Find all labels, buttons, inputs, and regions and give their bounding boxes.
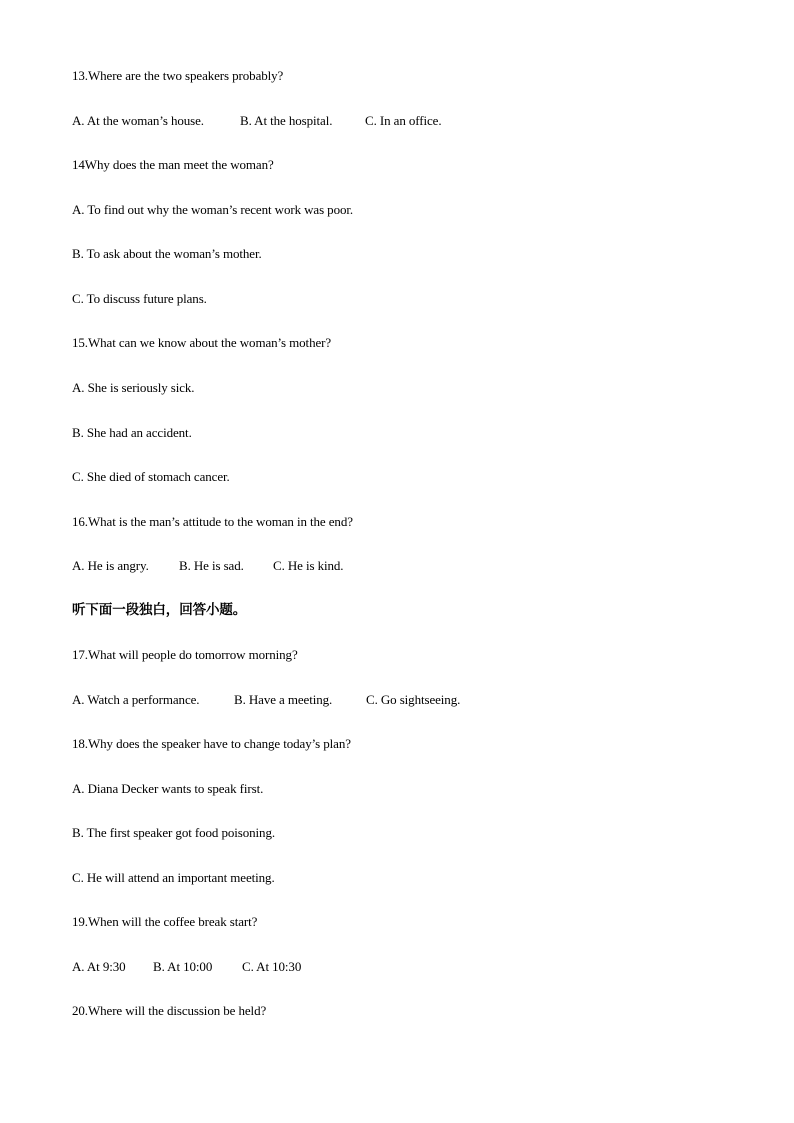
question-13-options xyxy=(72,113,442,129)
question-17-options xyxy=(72,692,461,708)
question-14-option-a: A. To find out why the woman’s recent work was poor. xyxy=(72,202,354,217)
question-16-options xyxy=(72,558,344,574)
question-19-stem: 19.When will the coffee break start? xyxy=(72,914,258,929)
question-13-option-c: C. In an office. xyxy=(365,113,442,128)
question-17-option-a: A. Watch a performance. xyxy=(72,692,200,707)
question-14-option-c: C. To discuss future plans. xyxy=(72,291,207,306)
question-17-option-c: C. Go sightseeing. xyxy=(366,692,461,707)
question-18-option-a: A. Diana Decker wants to speak first. xyxy=(72,781,264,796)
section-heading: 听下面一段独白，回答小题。 xyxy=(72,602,247,618)
question-18-stem: 18.Why does the speaker have to change today’s plan? xyxy=(72,736,351,751)
question-17-stem: 17.What will people do tomorrow morning? xyxy=(72,647,298,662)
question-17-option-b: B. Have a meeting. xyxy=(234,692,333,707)
question-14-stem: 14Why does the man meet the woman? xyxy=(72,157,274,172)
question-15-stem: 15.What can we know about the woman’s mother? xyxy=(72,335,332,350)
question-19-options xyxy=(72,959,302,975)
question-19-option-c: C. At 10:30 xyxy=(242,959,302,974)
question-18-option-b: B. The first speaker got food poisoning. xyxy=(72,825,276,840)
question-15-option-c: C. She died of stomach cancer. xyxy=(72,469,230,484)
question-19-option-a: A. At 9:30 xyxy=(72,959,126,974)
question-13-option-a: A. At the woman’s house. xyxy=(72,113,204,128)
question-18-option-c: C. He will attend an important meeting. xyxy=(72,870,275,885)
question-16-option-b: B. He is sad. xyxy=(179,558,244,573)
question-14-option-b: B. To ask about the woman’s mother. xyxy=(72,246,262,261)
question-16-option-c: C. He is kind. xyxy=(273,558,344,573)
question-15-option-a: A. She is seriously sick. xyxy=(72,380,195,395)
question-13-option-b: B. At the hospital. xyxy=(240,113,333,128)
question-20-stem: 20.Where will the discussion be held? xyxy=(72,1003,267,1018)
question-16-stem: 16.What is the man’s attitude to the woman in the end? xyxy=(72,514,353,529)
question-13-stem: 13.Where are the two speakers probably? xyxy=(72,68,284,83)
question-16-option-a: A. He is angry. xyxy=(72,558,149,573)
question-19-option-b: B. At 10:00 xyxy=(153,959,213,974)
question-15-option-b: B. She had an accident. xyxy=(72,425,192,440)
